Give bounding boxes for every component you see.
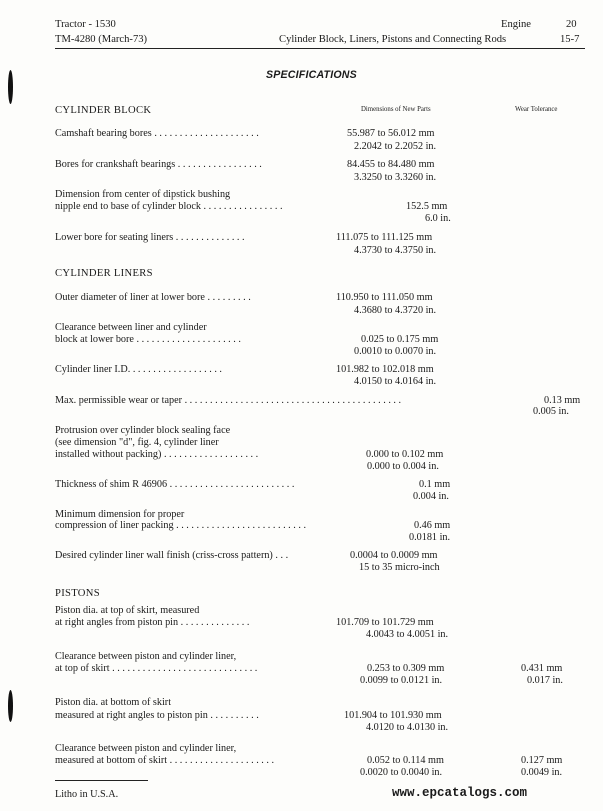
- wear-value-mm: 0.13 mm: [544, 395, 581, 406]
- spec-value-mm: 101.904 to 101.930 mm: [344, 710, 442, 721]
- spec-label: Lower bore for seating liners . . . . . . . . . . . . . .: [55, 232, 245, 243]
- specifications-title: SPECIFICATIONS: [266, 69, 357, 81]
- dot-leader: . . . . . . . . .: [204, 292, 251, 303]
- spec-label: Clearance between piston and cylinder liner,: [55, 651, 237, 662]
- spec-value-in: 4.0120 to 4.0130 in.: [366, 722, 449, 733]
- spec-label: nipple end to base of cylinder block . . . . . . . . . . . . . . . .: [55, 201, 283, 212]
- spec-label: at top of skirt . . . . . . . . . . . . . . . . . . . . . . . . . . . . .: [55, 663, 258, 674]
- spec-label: Piston dia. at top of skirt, measured: [55, 605, 200, 616]
- section-heading-cylinder-block: CYLINDER BLOCK: [55, 105, 152, 116]
- header-group-number: 20: [566, 19, 577, 30]
- footer-rule: [55, 780, 148, 781]
- dot-leader: . . . . . . . . . . . . . . . .: [200, 201, 283, 212]
- binding-mark: [8, 690, 13, 722]
- spec-value-in: 0.0099 to 0.0121 in.: [360, 675, 443, 686]
- dot-leader: . . . . . . . . . . . . . .: [173, 232, 245, 243]
- dot-leader: . . . . . . . . . . . . . . . . . .: [130, 364, 222, 375]
- spec-value-in: 3.3250 to 3.3260 in.: [354, 172, 437, 183]
- spec-value-in: 4.0150 to 4.0164 in.: [354, 376, 437, 387]
- column-header-new-parts: Dimensions of New Parts: [361, 106, 431, 113]
- spec-value-mm: 0.253 to 0.309 mm: [367, 663, 445, 674]
- spec-value-mm: 84.455 to 84.480 mm: [347, 159, 435, 170]
- wear-value-in: 0.017 in.: [527, 675, 563, 686]
- spec-value-in: 0.0181 in.: [409, 532, 451, 543]
- spec-value-in: 6.0 in.: [425, 213, 451, 224]
- spec-value-in: 0.004 in.: [413, 491, 449, 502]
- spec-value-in: 0.000 to 0.004 in.: [367, 461, 439, 472]
- spec-value-mm: 0.052 to 0.114 mm: [367, 755, 444, 766]
- spec-value-mm: 101.982 to 102.018 mm: [336, 364, 434, 375]
- spec-value-in: 0.0020 to 0.0040 in.: [360, 767, 443, 778]
- dot-leader: . . . . . . . . . . . . . . . . . . . . . . . . . . . . .: [109, 663, 258, 674]
- spec-label: at right angles from piston pin . . . . . . . . . . . . . .: [55, 617, 250, 628]
- spec-label: Bores for crankshaft bearings . . . . . . . . . . . . . . . . .: [55, 159, 262, 170]
- column-header-wear-tolerance: Wear Tolerance: [515, 106, 558, 113]
- spec-label: compression of liner packing . . . . . . . . . . . . . . . . . . . . . . . . . .: [55, 520, 306, 531]
- header-rule: [55, 48, 585, 49]
- header-section: Engine: [501, 19, 532, 30]
- spec-label: Protrusion over cylinder block sealing face: [55, 425, 231, 436]
- spec-value-mm: 0.46 mm: [414, 520, 451, 531]
- wear-value-in: 0.005 in.: [533, 406, 569, 417]
- spec-label: Outer diameter of liner at lower bore . . . . . . . . .: [55, 292, 251, 303]
- litho-note: Litho in U.S.A.: [55, 789, 119, 800]
- header-model: Tractor - 1530: [55, 19, 116, 30]
- spec-value-mm: 0.1 mm: [419, 479, 451, 490]
- spec-value-in: 4.3680 to 4.3720 in.: [354, 305, 437, 316]
- wear-value-mm: 0.431 mm: [521, 663, 563, 674]
- section-heading-cylinder-liners: CYLINDER LINERS: [55, 268, 153, 279]
- spec-value-in: 0.0010 to 0.0070 in.: [354, 346, 437, 357]
- header-manual-number: TM-4280 (March-73): [55, 34, 148, 45]
- spec-label: block at lower bore . . . . . . . . . . . . . . . . . . . . .: [55, 334, 241, 345]
- spec-value-in: 4.3730 to 4.3750 in.: [354, 245, 437, 256]
- spec-label: Desired cylinder liner wall finish (criss-cross pattern) . . .: [55, 550, 289, 561]
- spec-label: Thickness of shim R 46906 . . . . . . . . . . . . . . . . . . . . . . . . .: [55, 479, 295, 490]
- spec-label: Cylinder liner I.D. . . . . . . . . . . . . . . . . . .: [55, 364, 222, 375]
- spec-value-in: 15 to 35 micro-inch: [359, 562, 440, 573]
- binding-mark: [8, 70, 13, 104]
- dot-leader: . . . . . . . . . . . . . . . . . . . . .: [133, 334, 241, 345]
- spec-label: Max. permissible wear or taper . . . . . . . . . . . . . . . . . . . . . . . . . . . . . . . . . . . . . . . . . . .: [55, 395, 402, 406]
- spec-label: Clearance between liner and cylinder: [55, 322, 207, 333]
- spec-label: (see dimension "d", fig. 4, cylinder liner: [55, 437, 219, 448]
- spec-label: Camshaft bearing bores . . . . . . . . . . . . . . . . . . . . .: [55, 128, 259, 139]
- dot-leader: . . .: [272, 550, 289, 561]
- spec-label: installed without packing) . . . . . . . . . . . . . . . . . . .: [55, 449, 259, 460]
- spec-value-mm: 111.075 to 111.125 mm: [336, 232, 433, 243]
- spec-label: Piston dia. at bottom of skirt: [55, 697, 172, 708]
- wear-value-in: 0.0049 in.: [521, 767, 563, 778]
- dot-leader: . . . . . . . . . . . . . . . . . . . . . . . . . .: [173, 520, 306, 531]
- spec-label: Minimum dimension for proper: [55, 509, 185, 520]
- header-page-number: 15-7: [560, 34, 580, 45]
- spec-value-mm: 110.950 to 111.050 mm: [336, 292, 433, 303]
- dot-leader: . . . . . . . . . . . . . . . . . . . . .: [167, 755, 275, 766]
- dot-leader: . . . . . . . . . .: [207, 710, 259, 721]
- spec-value-in: 2.2042 to 2.2052 in.: [354, 141, 437, 152]
- spec-value-mm: 0.000 to 0.102 mm: [366, 449, 444, 460]
- spec-value-mm: 0.0004 to 0.0009 mm: [350, 550, 438, 561]
- header-title: Cylinder Block, Liners, Pistons and Connecting Rods: [279, 34, 507, 45]
- spec-value-mm: 0.025 to 0.175 mm: [361, 334, 439, 345]
- dot-leader: . . . . . . . . . . . . . . . . . . . . .: [151, 128, 259, 139]
- dot-leader: . . . . . . . . . . . . . . . . . . . . . . . . .: [167, 479, 295, 490]
- spec-label: measured at bottom of skirt . . . . . . . . . . . . . . . . . . . . .: [55, 755, 275, 766]
- spec-value-mm: 152.5 mm: [406, 201, 448, 212]
- dot-leader: . . . . . . . . . . . . . . . . . . .: [161, 449, 259, 460]
- dot-leader: . . . . . . . . . . . . . . . . . . . . . . . . . . . . . . . . . . . . . . . . . . .: [182, 395, 402, 406]
- spec-value-mm: 55.987 to 56.012 mm: [347, 128, 435, 139]
- wear-value-mm: 0.127 mm: [521, 755, 563, 766]
- watermark-url: www.epcatalogs.com: [392, 786, 528, 800]
- spec-label: Dimension from center of dipstick bushing: [55, 189, 231, 200]
- section-heading-pistons: PISTONS: [55, 588, 100, 599]
- dot-leader: . . . . . . . . . . . . . .: [178, 617, 250, 628]
- dot-leader: . . . . . . . . . . . . . . . . .: [175, 159, 262, 170]
- spec-label: measured at right angles to piston pin . . . . . . . . . .: [55, 710, 259, 721]
- spec-value-in: 4.0043 to 4.0051 in.: [366, 629, 449, 640]
- spec-label: Clearance between piston and cylinder liner,: [55, 743, 237, 754]
- spec-value-mm: 101.709 to 101.729 mm: [336, 617, 434, 628]
